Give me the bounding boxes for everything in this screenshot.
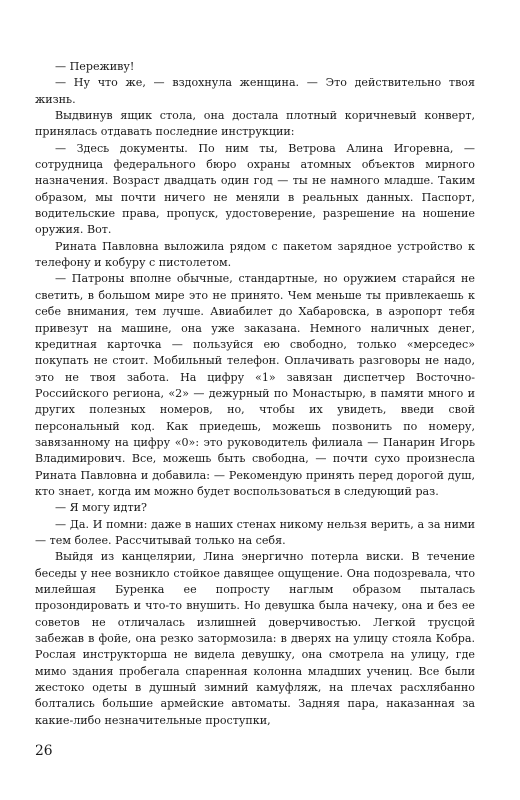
paragraph: Выйдя из канцелярии, Лина энергично потерла виски. В течение беседы у нее возникло стойкое давящее ощущение. Она подозревала, что милейшая Буренка ее попросту наглым образом пыталась прозондировать и что-то внушить. Но девушка была начеку, она и без ее советов не отличалась излишней доверчивостью. Легкой трусцой забежав в фойе, она резко затормозила: в дверях на улицу стояла Кобра. Рослая инструкторша не видела девушку, она смотрела на улицу, где мимо здания пробегала спаренная колонна младших учениц. Все были жестоко одеты в душный зимний камуфляж, на плечах расхлябанно болтались большие армейские автоматы. Задняя пара, наказанная за какие-либо незначительные проступки,	[35, 550, 475, 727]
paragraph: — Здесь документы. По ним ты, Ветрова Алина Игоревна, — сотрудница федерального бюро охраны атомных объектов мирного назначения. Возраст двадцать один год — ты не намного младше. Таким образом, мы почти ничего не меняли в реальных данных. Паспорт, водительские права, пропуск, удостоверение, разрешение на ношение оружия. Вот.	[35, 141, 475, 237]
paragraph: Выдвинув ящик стола, она достала плотный коричневый конверт, принялась отдавать последние инструкции:	[35, 109, 475, 139]
paragraph: — Да. И помни: даже в наших стенах никому нельзя верить, а за ними — тем более. Рассчитывай только на себя.	[35, 517, 475, 547]
page-body-text	[35, 59, 475, 729]
page-number: 26	[35, 743, 53, 759]
paragraph: — Патроны вполне обычные, стандартные, но оружием старайся не светить, в большом мире это не принято. Чем меньше ты привлекаешь к себе внимания, тем лучше. Авиабилет до Хабаровска, в аэропорт тебя привезут на машине, она уже заказана. Немного наличных денег, кредитная карточка — пользуйся ею свободно, только «мерседес» покупать не стоит. Мобильный телефон. Оплачивать разговоры не надо, это не твоя забота. На цифру «1» завязан диспетчер Восточно-Российского региона, «2» — дежурный по Монастырю, в памяти много и других полезных номеров, но, чтобы их увидеть, введи свой персональный код. Как приедешь, можешь позвонить по номеру, завязанному на цифру «0»: это руководитель филиала — Панарин Игорь Владимирович. Все, можешь быть свободна, — почти сухо произнесла Рината Павловна и добавила: — Рекомендую принять перед дорогой душ, кто знает, когда им можно будет воспользоваться в следующий раз.	[35, 272, 475, 498]
paragraph: — Я могу идти?	[55, 501, 147, 515]
paragraph: Рината Павловна выложила рядом с пакетом зарядное устройство к телефону и кобуру с пистолетом.	[35, 239, 475, 270]
paragraph: — Ну что же, — вздохнула женщина. — Это действительно твоя жизнь.	[35, 76, 475, 106]
paragraph: — Переживу!	[55, 60, 135, 73]
